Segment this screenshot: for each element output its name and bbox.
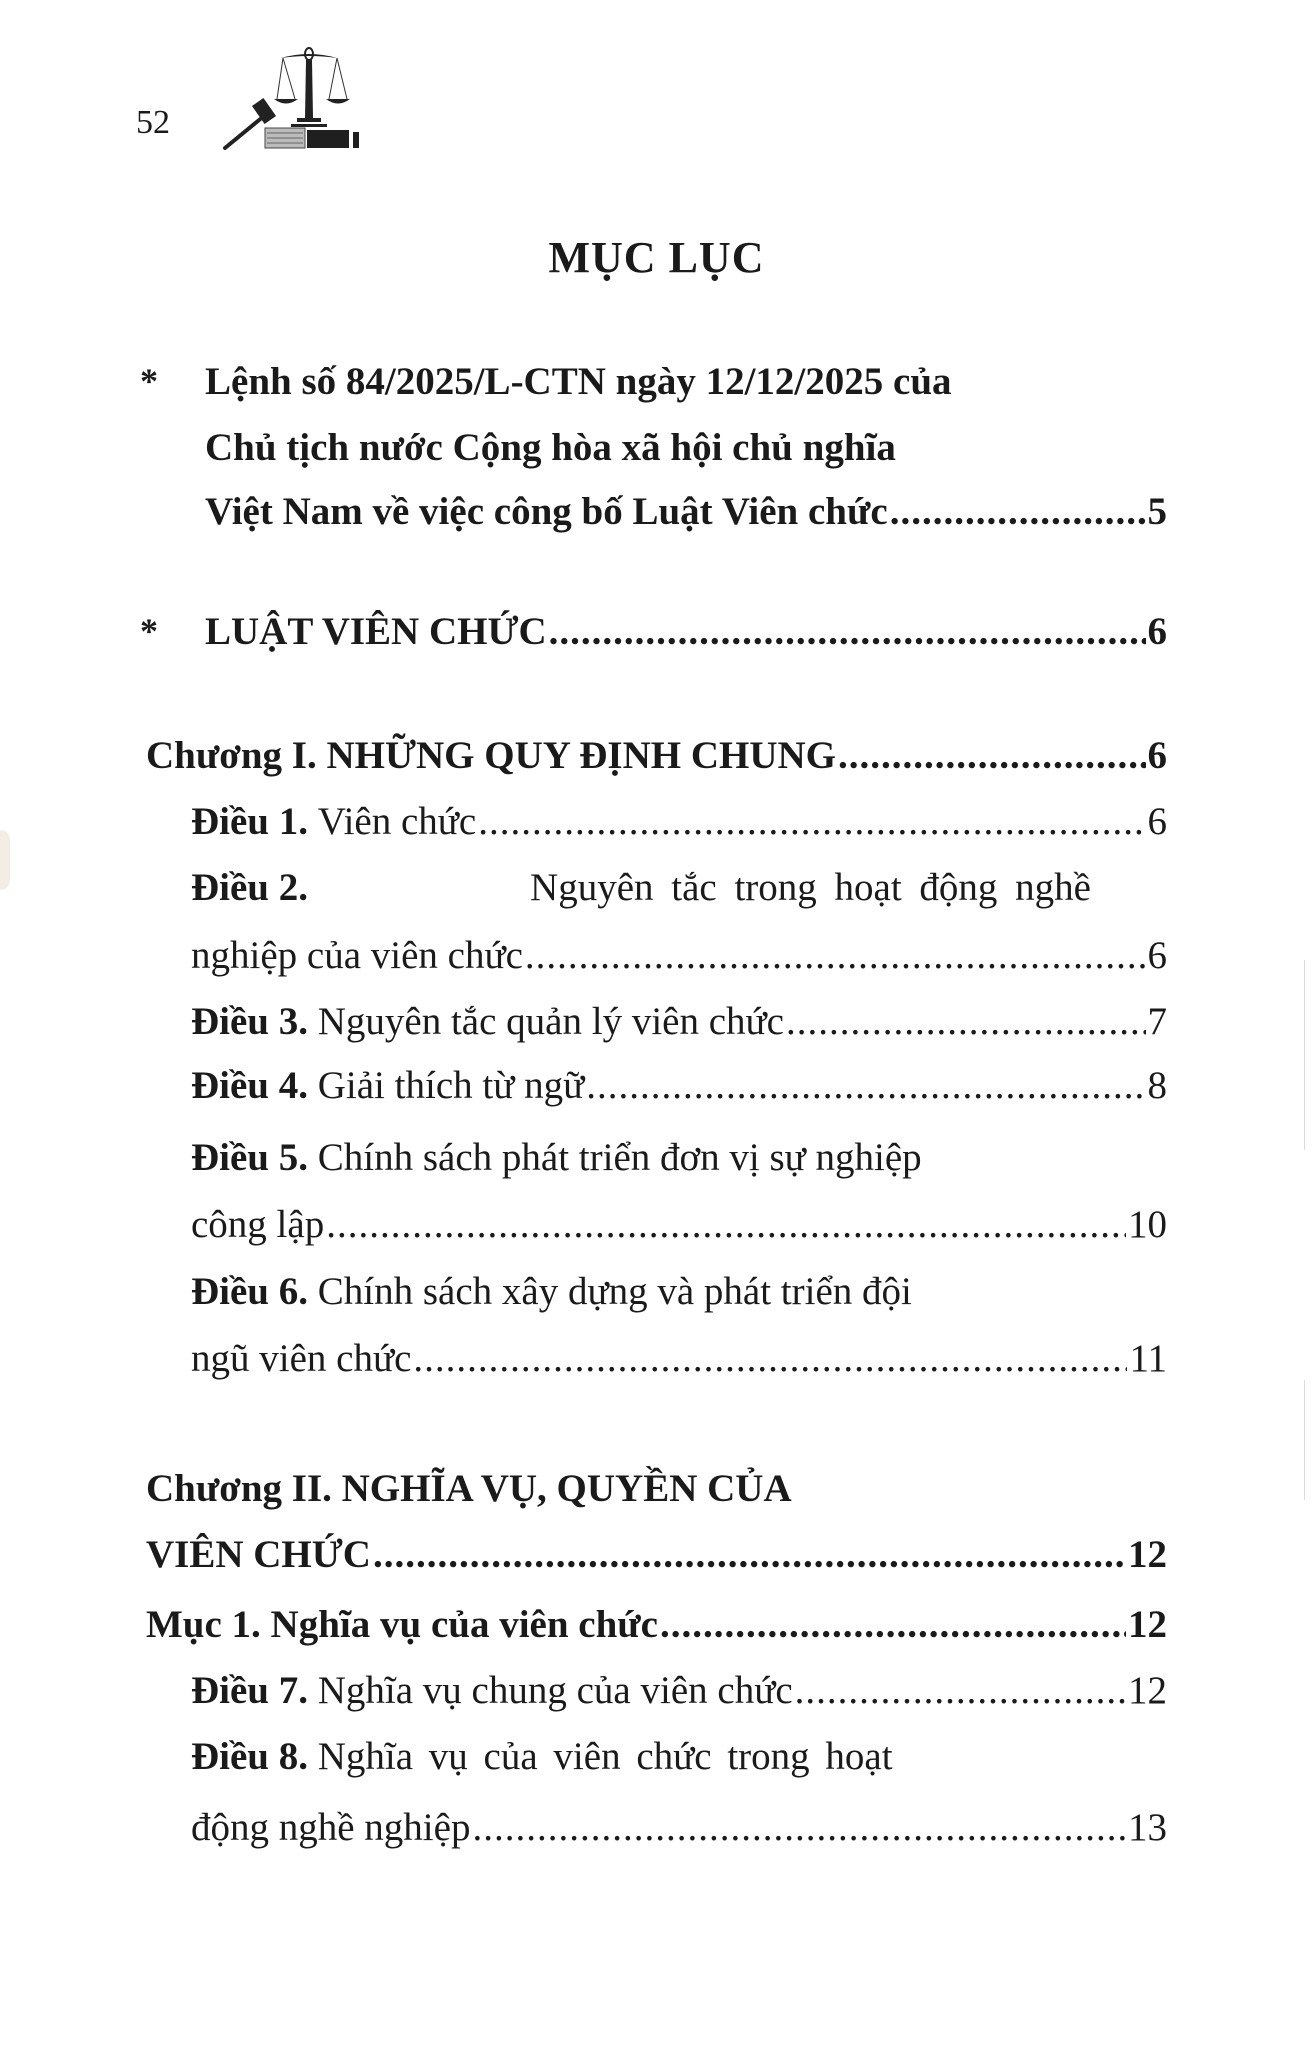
toc-entry-article-5[interactable]: công lập ..... 10 — [191, 1199, 1167, 1251]
dot-leader — [326, 1199, 1126, 1251]
dot-leader — [890, 486, 1146, 538]
toc-entry-chapter-2-line1: Chương II. NGHĨA VỤ, QUYỀN CỦA — [146, 1467, 792, 1510]
toc-entry-intro[interactable]: Việt Nam về việc công bố Luật Viên chức ..... 5 — [205, 486, 1167, 538]
dot-leader — [586, 1060, 1145, 1112]
scan-smudge — [0, 830, 10, 890]
toc-entry-intro-line1: Lệnh số 84/2025/L-CTN ngày 12/12/2025 của — [205, 360, 952, 403]
page-number: 52 — [136, 104, 170, 141]
toc-entry-article-4[interactable]: Điều 4. Giải thích từ ngữ ..... 8 — [191, 1060, 1167, 1112]
toc-entry-section-1[interactable]: Mục 1. Nghĩa vụ của viên chức ..... 12 — [146, 1599, 1167, 1651]
toc-entry-article-1[interactable]: Điều 1. Viên chức ..... 6 — [191, 796, 1167, 848]
toc-entry-article-6[interactable]: ngũ viên chức ..... 11 — [191, 1333, 1167, 1385]
dot-leader — [413, 1333, 1127, 1385]
dot-leader — [472, 1802, 1126, 1854]
toc-entry-article-5-line1: Điều 5. Chính sách phát triển đơn vị sự nghiệp — [191, 1136, 922, 1179]
dot-leader — [660, 1599, 1126, 1651]
toc-entry-article-3[interactable]: Điều 3. Nguyên tắc quản lý viên chức ..... 7 — [191, 996, 1167, 1048]
toc-entry-article-6-line1: Điều 6. Chính sách xây dựng và phát triển đội — [191, 1270, 912, 1313]
toc-entry-article-8-line1: Điều 8. Nghĩa vụ của viên chức trong hoạt — [191, 1735, 893, 1778]
dot-leader — [838, 730, 1146, 782]
dot-leader — [373, 1529, 1126, 1581]
toc-entry-law[interactable]: LUẬT VIÊN CHỨC ..... 6 — [205, 606, 1167, 658]
scales-of-justice-gavel-icon — [219, 44, 375, 150]
page-edge-line — [1304, 1380, 1305, 1500]
toc-entry-article-8[interactable]: động nghề nghiệp ..... 13 — [191, 1802, 1167, 1854]
toc-entry-chapter-1[interactable]: Chương I. NHỮNG QUY ĐỊNH CHUNG ..... 6 — [146, 730, 1167, 782]
bullet-asterisk: * — [140, 611, 158, 651]
toc-entry-intro-line2: Chủ tịch nước Cộng hòa xã hội chủ nghĩa — [205, 426, 896, 469]
dot-leader — [786, 996, 1146, 1048]
bullet-asterisk: * — [140, 361, 158, 401]
dot-leader — [795, 1665, 1126, 1717]
toc-entry-article-2[interactable]: nghiệp của viên chức ..... 6 — [191, 930, 1167, 982]
toc-entry-chapter-2[interactable]: VIÊN CHỨC ..... 12 — [146, 1529, 1167, 1581]
page-title: MỤC LỤC — [548, 233, 765, 282]
toc-entry-article-2-line1: Điều 2. Nguyên tắc trong hoạt động nghề — [191, 866, 1091, 909]
dot-leader — [478, 796, 1145, 848]
dot-leader — [549, 606, 1146, 658]
dot-leader — [525, 930, 1146, 982]
page-edge-line — [1304, 960, 1305, 1150]
toc-entry-article-7[interactable]: Điều 7. Nghĩa vụ chung của viên chức ..... 12 — [191, 1665, 1167, 1717]
